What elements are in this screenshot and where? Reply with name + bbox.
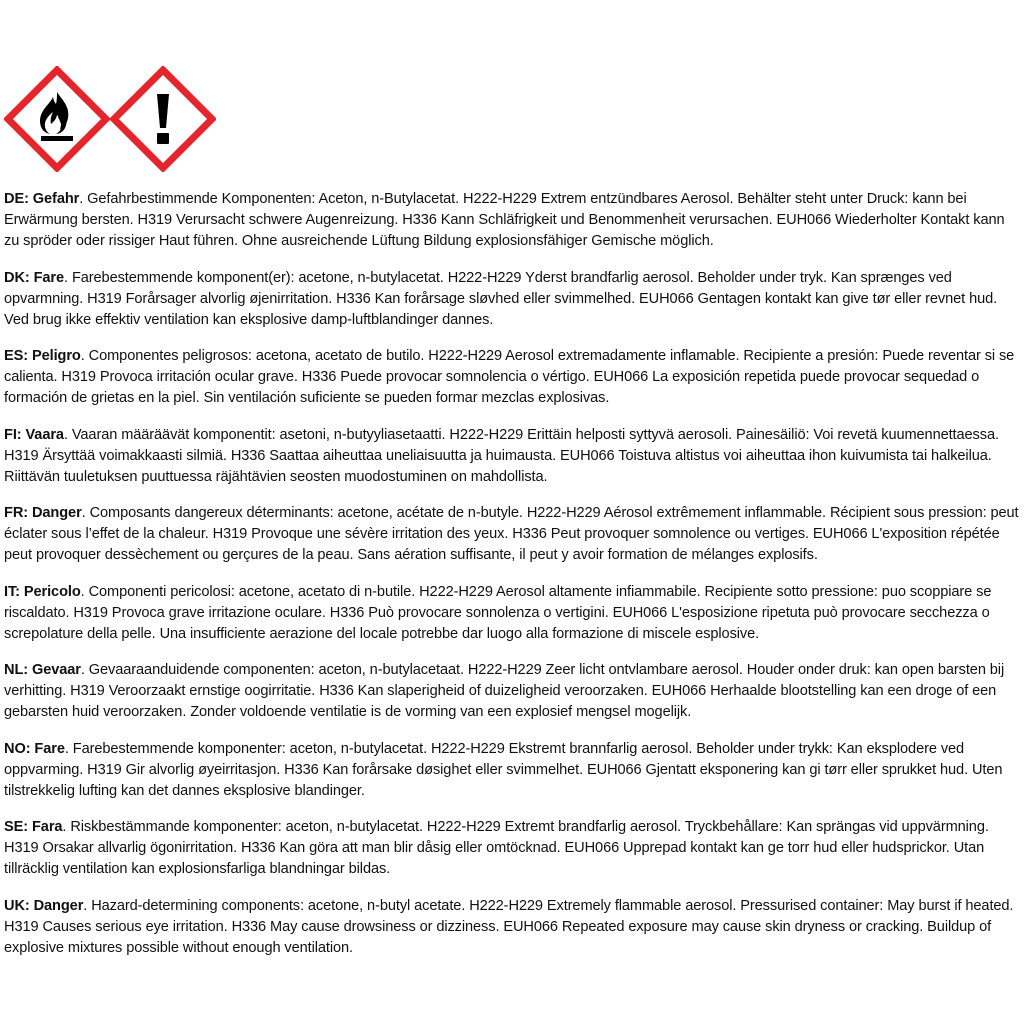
statement-text: . Gevaaraanduidende componenten: aceton, n-butylacetaat. H222-H229 Zeer licht ontvlambare aerosol. Houder onder druk: kan open barsten bij verhitting. H319 Veroorzaakt ernstige oogirritatie. H336 Kan slaperigheid of duizeligheid veroorzaken. EUH066 Herhaalde blootstelling kan een droge of een gebarsten huid veroorzaken. Zonder voldoende ventilatie is de vorming van een explosief mengsel mogelijk. [4,662,1005,720]
statement-text: . Componenti pericolosi: acetone, acetato di n-butile. H222-H229 Aerosol altamente infiammabile. Recipiente sotto pressione: puo scoppiare se riscaldato. H319 Provoca grave irritazione oculare. H336 Può provocare sonnolenza o vertigini. EUH066 L'esposizione ripetuta può provocare secchezza o screpolature della pelle. Una insufficiente aerazione del locale potrebbe dar luogo alla formazione di miscele esplosive. [4,583,992,642]
statement-no [4,739,1022,802]
statement-fr [4,503,1022,566]
signal-word: FI: Vaara [4,426,64,443]
exclamation-hazard-icon [110,66,216,172]
hazard-statements [4,189,1022,974]
signal-word: IT: Pericolo [4,583,81,600]
signal-word: DK: Fare [4,269,65,286]
statement-text: . Farebestemmende komponent(er): acetone, n-butylacetat. H222-H229 Yderst brandfarlig aerosol. Beholder under tryk. Kan sprænges ved opvarmning. H319 Forårsager alvorlig øjenirritation. H336 Kan forårsage sløvhed eller svimmelhed. EUH066 Gentagen kontakt kan give tør eller revnet hud. Ved brug ikke effektiv ventilation kan eksplosive damp-luftblandinger dannes. [4,269,998,328]
statement-text: . Hazard-determining components: acetone, n-butyl acetate. H222-H229 Extremely flammable aerosol. Pressurised container: May burst if heated. H319 Causes serious eye irritation. H336 May cause drowsiness or dizziness. EUH066 Repeated exposure may cause skin dryness or cracking. Buildup of explosive mixtures possible without enough ventilation. [4,897,1014,956]
statement-se [4,817,1022,880]
signal-word: DE: Gefahr [4,191,80,207]
statement-text: . Vaaran määräävät komponentit: asetoni, n-butyyliasetaatti. H222-H229 Erittäin helposti syttyvä aerosoli. Painesäiliö: Voi revetä kuumennettaessa. H319 Ärsyttää voimakkaasti silmiä. H336 Saattaa aiheuttaa uneliaisuutta ja huimausta. EUH066 Toistuva altistus voi aiheuttaa ihon kuivumista tai halkeilua. Riittävän tuuletuksen puuttuessa räjähtävien seosten muodostuminen on mahdollista. [4,426,999,485]
signal-word: FR: Danger [4,505,82,521]
statement-text: . Gefahrbestimmende Komponenten: Aceton, n-Butylacetat. H222-H229 Extrem entzündbares Aerosol. Behälter steht unter Druck: kann bei Erwärmung bersten. H319 Verursacht schwere Augenreizung. H336 Kann Schläfrigkeit und Benommenheit verursachen. EUH066 Wiederholter Kontakt kann zu spröder oder rissiger Haut führen. Ohne ausreichende Lüftung Bildung explosionsfähiger Gemische möglich. [4,191,1005,249]
statement-dk [4,268,1022,331]
signal-word: UK: Danger [4,897,84,914]
statement-text: . Composants dangereux déterminants: acetone, acétate de n-butyle. H222-H229 Aérosol extrêmement inflammable. Récipient sous pression: peut éclater sous l’effet de la chaleur. H319 Provoque une sévère irritation des yeux. H336 Peut provoquer somnolence ou vertiges. EUH066 L'exposition répétée peut provoquer dessèchement ou gerçures de la peau. Sans aération suffisante, il peut y avoir formation de mélanges explosifs. [4,505,1019,563]
signal-word: NL: Gevaar [4,662,81,678]
statement-it [4,582,1022,645]
signal-word: ES: Peligro [4,348,81,364]
statement-text: . Riskbestämmande komponenter: aceton, n-butylacetat. H222-H229 Extremt brandfarlig aerosol. Tryckbehållare: Kan sprängas vid uppvärmning. H319 Orsakar allvarlig ögonirritation. H336 Kan göra att man blir dåsig eller omtöcknad. EUH066 Upprepad kontakt kan ge torr hud eller hudsprickor. Utan tillräcklig ventilation kan explosionsfarliga blandningar bildas. [4,819,989,877]
hazard-pictograms [4,66,216,174]
flame-hazard-icon [4,66,110,172]
statement-es [4,346,1022,409]
statement-uk [4,896,1022,959]
statement-nl [4,660,1022,723]
statement-de [4,189,1022,252]
statement-text: . Farebestemmende komponenter: aceton, n-butylacetat. H222-H229 Ekstremt brannfarlig aerosol. Beholder under trykk: Kan eksplodere ved oppvarming. H319 Gir alvorlig øyeirritasjon. H336 Kan forårsake døsighet eller svimmelhet. EUH066 Gjentatt eksponering kan gi tørr eller sprukket hud. Uten tilstrekkelig lufting kan det dannes eksplosive blandinger. [4,740,1003,799]
statement-fi [4,425,1022,488]
statement-text: . Componentes peligrosos: acetona, acetato de butilo. H222-H229 Aerosol extremadamente inflamable. Recipiente a presión: Puede reventar si se calienta. H319 Provoca irritación ocular grave. H336 Puede provocar somnolencia o vértigo. EUH066 La exposición repetida puede provocar sequedad o formación de grietas en la piel. Sin ventilación suficiente se pueden formar mezclas explosivas. [4,348,1015,406]
signal-word: SE: Fara [4,819,63,835]
signal-word: NO: Fare [4,740,65,757]
